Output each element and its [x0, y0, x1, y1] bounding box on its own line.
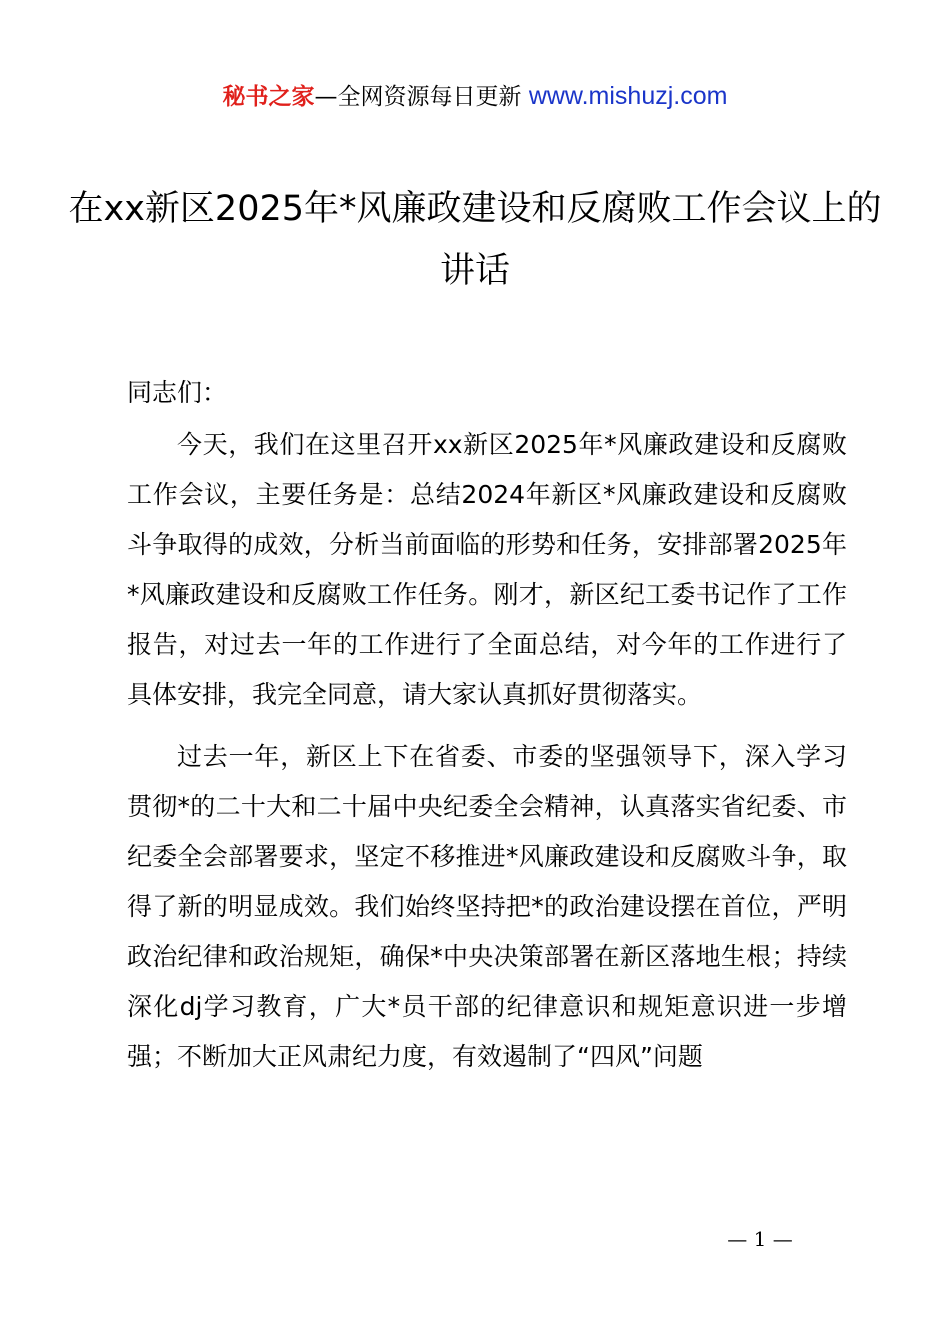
header-tagline: —全网资源每日更新 [314, 84, 522, 110]
page-number: — 1 — [727, 1227, 793, 1251]
document-title: 在xx新区2025年*风廉政建设和反腐败工作会议上的讲话 [68, 189, 882, 291]
salutation: 同志们： [127, 378, 228, 407]
document-body [127, 368, 847, 1094]
paragraph: 今天，我们在这里召开xx新区2025年*风廉政建设和反腐败工作会议，主要任务是：总结2024年新区*风廉政建设和反腐败斗争取得的成效，分析当前面临的形势和任务，安排部署2025年*风廉政建设和反腐败工作任务。刚才，新区纪工委书记作了工作报告，对过去一年的工作进行了全面总结，对今年的工作进行了具体安排，我完全同意，请大家认真抓好贯彻落实。 [127, 430, 847, 709]
site-url-link[interactable]: www.mishuzj.com [528, 82, 728, 110]
site-header [0, 80, 950, 113]
paragraph: 过去一年，新区上下在省委、市委的坚强领导下，深入学习贯彻*的二十大和二十届中央纪委全会精神，认真落实省纪委、市纪委全会部署要求，坚定不移推进*风廉政建设和反腐败斗争，取得了新的明显成效。我们始终坚持把*的政治建设摆在首位，严明政治纪律和政治规矩，确保*中央决策部署在新区落地生根；持续深化dj学习教育，广大*员干部的纪律意识和规矩意识进一步增强；不断加大正风肃纪力度，有效遏制了“四风”问题 [127, 742, 847, 1071]
brand-name: 秘书之家 [222, 84, 315, 110]
